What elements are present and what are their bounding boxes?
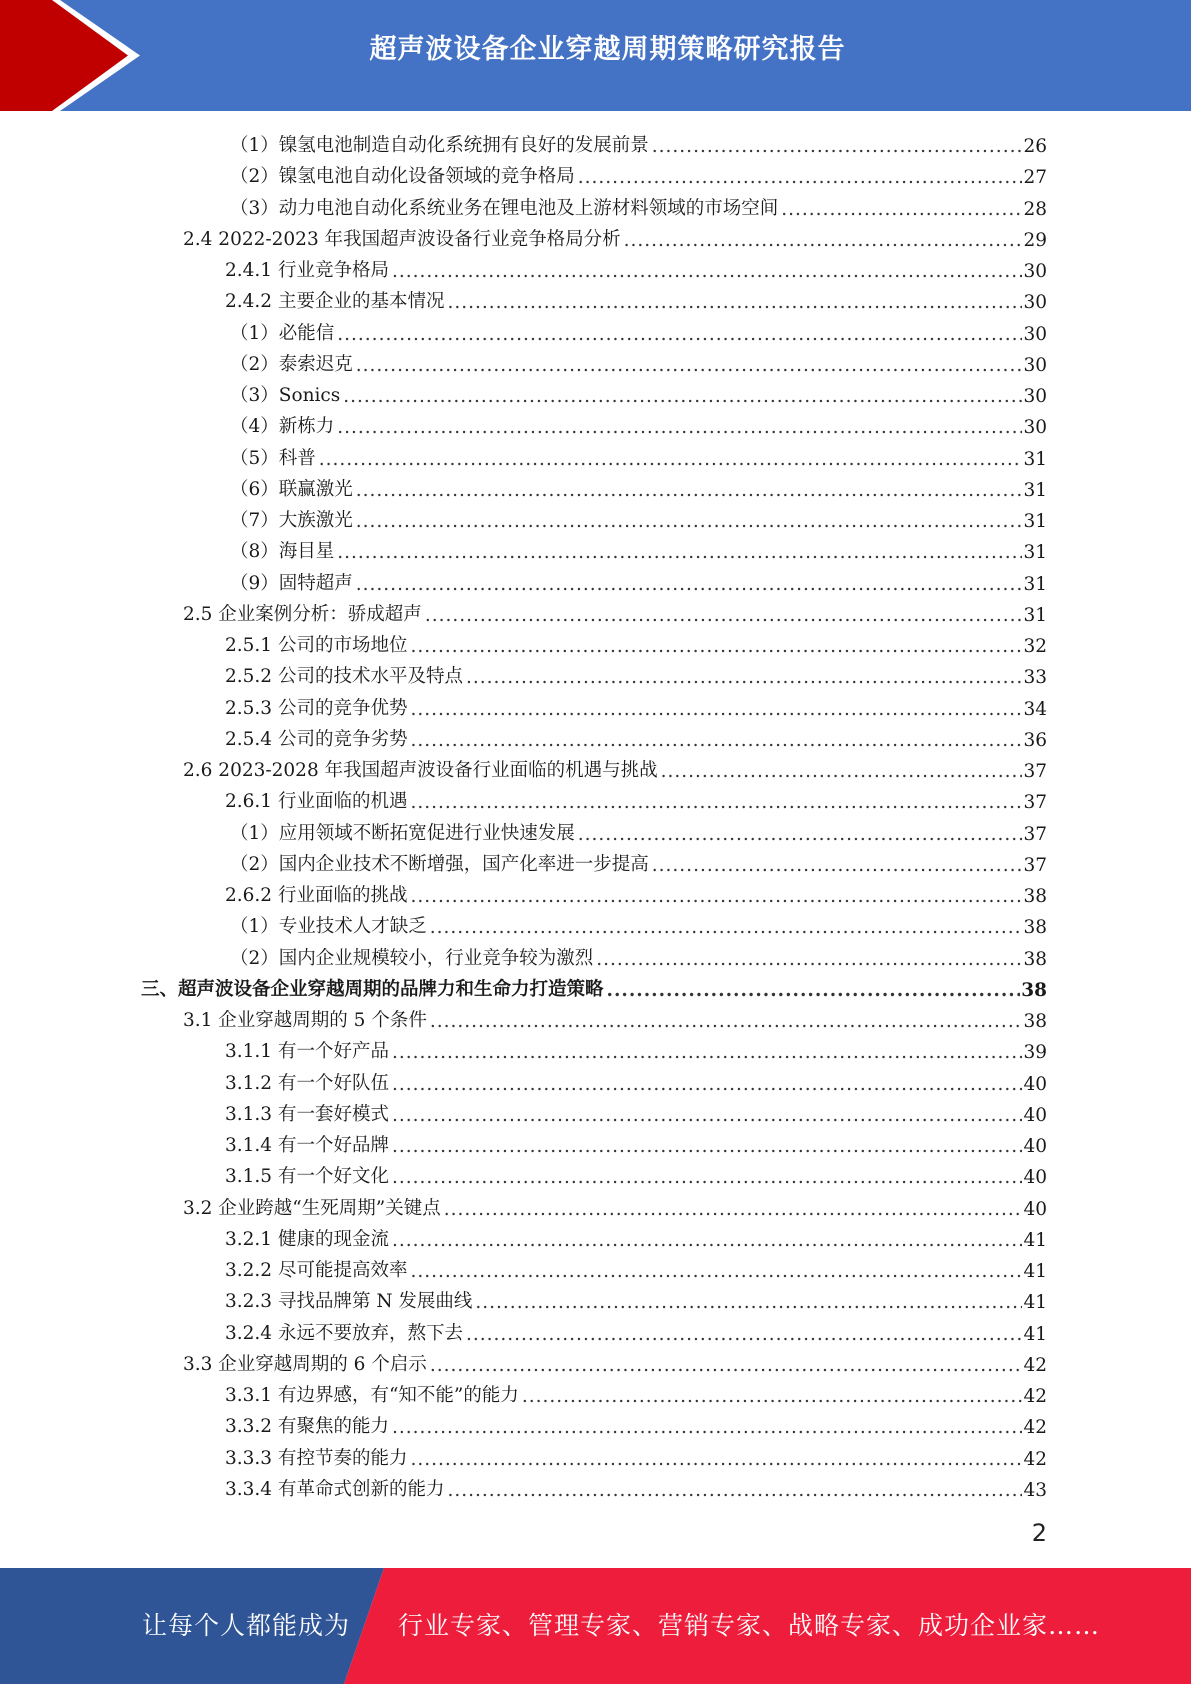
toc-leader-dots [444, 1199, 1023, 1220]
toc-entry-page: 30 [1023, 292, 1047, 314]
toc-entry-title: 3.2.4 永远不要放弃，熬下去 [225, 1322, 463, 1344]
toc-leader-dots [410, 886, 1022, 907]
report-title: 超声波设备企业穿越周期策略研究报告 [369, 34, 846, 65]
toc-entry-page: 43 [1023, 1479, 1047, 1501]
toc-entry[interactable] [183, 1001, 1047, 1032]
toc-entry-title: （3）Sonics [230, 385, 341, 406]
toc-entry-page: 40 [1023, 1167, 1047, 1189]
toc-entry-page: 38 [1023, 1011, 1047, 1032]
toc-entry-title: 3.1.5 有一个好文化 [225, 1166, 389, 1188]
toc-leader-dots [466, 667, 1022, 688]
toc-entry-page: 38 [1023, 917, 1047, 939]
toc-leader-dots [475, 1292, 1022, 1313]
toc-entry[interactable] [225, 251, 1047, 282]
toc-entry-page: 36 [1023, 729, 1047, 751]
toc-entry[interactable] [230, 314, 1047, 345]
toc-entry[interactable] [230, 907, 1047, 938]
toc-entry-page: 37 [1023, 823, 1047, 845]
toc-leader-dots [392, 1042, 1022, 1063]
toc-entry-page: 27 [1023, 167, 1047, 189]
toc-entry-title: 2.6 2023-2028 年我国超声波设备行业面临的机遇与挑战 [183, 760, 658, 781]
toc-entry-title: 2.6.1 行业面临的机遇 [225, 791, 408, 813]
toc-entry-page: 32 [1023, 636, 1047, 657]
toc-entry-title: 3.1.3 有一套好模式 [225, 1103, 389, 1125]
toc-entry-title: 3.1 企业穿越周期的 5 个条件 [183, 1010, 427, 1031]
toc-entry-page: 38 [1023, 948, 1047, 970]
toc-entry-page: 31 [1023, 448, 1047, 470]
toc-leader-dots [392, 1167, 1022, 1188]
toc-entry-page: 40 [1023, 1073, 1047, 1095]
toc-entry-title: （1）专业技术人才缺乏 [230, 916, 427, 938]
toc-leader-dots [410, 792, 1022, 813]
toc-entry-page: 29 [1023, 229, 1047, 251]
toc-leader-dots [781, 199, 1022, 220]
toc-entry[interactable] [225, 1095, 1047, 1126]
toc-leader-dots [430, 1011, 1023, 1032]
toc-entry-title: 3.1.1 有一个好产品 [225, 1041, 389, 1063]
toc-entry-title: （1）镍氢电池制造自动化系统拥有良好的发展前景 [230, 135, 649, 156]
toc-entry-title: （8）海目星 [230, 541, 335, 563]
toc-entry-title: （4）新栋力 [230, 416, 335, 438]
toc-entry[interactable] [225, 1032, 1047, 1063]
toc-entry[interactable] [183, 751, 1047, 782]
toc-entry[interactable] [225, 282, 1047, 313]
toc-entry-page: 42 [1023, 1448, 1047, 1470]
toc-entry-page: 31 [1023, 479, 1047, 501]
toc-entry-title: （2）镍氢电池自动化设备领域的竞争格局 [230, 166, 575, 188]
toc-entry[interactable] [230, 939, 1047, 970]
toc-entry-title: （2）国内企业规模较小，行业竞争较为激烈 [230, 947, 594, 969]
toc-entry-page: 30 [1023, 386, 1047, 407]
toc-entry-page: 28 [1023, 198, 1047, 220]
toc-entry[interactable] [225, 626, 1047, 657]
toc-entry-title: 3.2 企业跨越“生死周期”关键点 [183, 1197, 441, 1219]
toc-entry-title: （5）科普 [230, 447, 316, 469]
toc-entry-title: 3.3.4 有革命式创新的能力 [225, 1478, 445, 1500]
toc-entry[interactable] [225, 782, 1047, 813]
toc-entry[interactable] [225, 876, 1047, 907]
toc-leader-dots [356, 355, 1023, 376]
toc-entry-title: 2.5.2 公司的技术水平及特点 [225, 666, 463, 688]
toc-leader-dots [607, 980, 1021, 1001]
toc-leader-dots [392, 1417, 1022, 1438]
toc-entry-title: （2）泰索迟克 [230, 353, 353, 375]
toc-entry-title: （6）联赢激光 [230, 478, 353, 500]
toc-entry[interactable] [225, 1407, 1047, 1438]
toc-entry-page: 37 [1023, 761, 1047, 782]
toc-leader-dots [392, 1105, 1022, 1126]
toc-leader-dots [392, 261, 1022, 282]
toc-entry[interactable] [225, 1157, 1047, 1188]
toc-entry-page: 42 [1023, 1386, 1047, 1407]
toc-entry-page: 33 [1023, 667, 1047, 689]
toc-entry[interactable] [230, 345, 1047, 376]
toc-entry-page: 40 [1023, 1136, 1047, 1157]
toc-entry-title: （3）动力电池自动化系统业务在锂电池及上游材料领域的市场空间 [230, 197, 779, 219]
toc-leader-dots [337, 324, 1022, 345]
toc-entry[interactable] [225, 1470, 1047, 1501]
toc-entry-title: 3.3.1 有边界感，有“知不能”的能力 [225, 1385, 519, 1406]
toc-leader-dots [425, 605, 1023, 626]
toc-entry-title: 2.5 企业案例分析：骄成超声 [183, 603, 422, 625]
toc-entry-title: 3.2.3 寻找品牌第 N 发展曲线 [225, 1291, 473, 1313]
toc-entry[interactable] [230, 157, 1047, 188]
toc-leader-dots [447, 1480, 1022, 1501]
toc-entry[interactable] [230, 407, 1047, 438]
toc-entry[interactable] [225, 1282, 1047, 1313]
toc-entry[interactable] [183, 220, 1047, 251]
toc-leader-dots [319, 449, 1023, 470]
toc-entry[interactable] [225, 657, 1047, 688]
toc-entry-page: 31 [1023, 573, 1047, 595]
toc-entry-page: 30 [1023, 261, 1047, 282]
toc-entry-title: 3.1.2 有一个好队伍 [225, 1072, 389, 1094]
toc-entry[interactable] [225, 1439, 1047, 1470]
toc-entry-title: 2.5.1 公司的市场地位 [225, 635, 408, 656]
toc-entry-title: 3.3.2 有聚焦的能力 [225, 1416, 389, 1438]
toc-entry-title: （1）必能信 [230, 322, 335, 344]
toc-leader-dots [652, 855, 1023, 876]
toc-entry[interactable] [225, 1376, 1047, 1407]
toc-entry-page: 31 [1023, 542, 1047, 564]
toc-entry-page: 39 [1023, 1042, 1047, 1064]
toc-entry-page: 40 [1023, 1198, 1047, 1220]
toc-entry[interactable] [230, 470, 1047, 501]
toc-leader-dots [430, 1355, 1023, 1376]
toc-entry-page: 38 [1021, 979, 1047, 1001]
toc-leader-dots [624, 230, 1023, 251]
toc-leader-dots [392, 1074, 1022, 1095]
toc-entry[interactable] [225, 1314, 1047, 1345]
page-header [0, 0, 1191, 111]
toc-entry-page: 41 [1023, 1292, 1047, 1314]
toc-entry[interactable] [230, 845, 1047, 876]
toc-leader-dots [578, 824, 1023, 845]
toc-entry-title: 3.3.3 有控节奏的能力 [225, 1447, 408, 1469]
toc-entry-title: 2.6.2 行业面临的挑战 [225, 885, 408, 906]
toc-entry-title: 2.5.3 公司的竞争优势 [225, 697, 408, 719]
toc-leader-dots [410, 730, 1022, 751]
toc-leader-dots [661, 761, 1023, 782]
toc-leader-dots [430, 917, 1023, 938]
footer-slogan-right: 行业专家、管理专家、营销专家、战略专家、成功企业家…… [398, 1611, 1101, 1640]
toc-entry-page: 30 [1023, 354, 1047, 376]
toc-leader-dots [343, 386, 1022, 407]
toc-entry-title: 2.5.4 公司的竞争劣势 [225, 728, 408, 750]
toc-entry[interactable] [183, 595, 1047, 626]
footer-slogan-left: 让每个人都能成为 [142, 1611, 351, 1640]
toc-entry[interactable] [230, 126, 1047, 157]
toc-entry[interactable] [230, 376, 1047, 407]
toc-entry-page: 38 [1023, 886, 1047, 907]
toc-entry[interactable] [183, 1189, 1047, 1220]
toc-leader-dots [410, 1449, 1022, 1470]
toc-entry-title: 3.2.1 健康的现金流 [225, 1228, 389, 1250]
toc-entry-title: 2.4 2022-2023 年我国超声波设备行业竞争格局分析 [183, 228, 621, 250]
toc-leader-dots [447, 292, 1022, 313]
toc-entry[interactable] [183, 1345, 1047, 1376]
toc-leader-dots [392, 1136, 1022, 1157]
toc-leader-dots [652, 136, 1023, 157]
toc-entry-page: 42 [1023, 1417, 1047, 1439]
toc-entry-page: 41 [1023, 1229, 1047, 1251]
toc-leader-dots [410, 636, 1022, 657]
toc-entry-title: 2.4.2 主要企业的基本情况 [225, 291, 445, 313]
toc-entry[interactable] [230, 501, 1047, 532]
toc-entry[interactable] [230, 439, 1047, 470]
toc-entry[interactable] [225, 1251, 1047, 1282]
toc-leader-dots [356, 511, 1023, 532]
toc-entry-page: 37 [1023, 854, 1047, 876]
toc-entry-title: （7）大族激光 [230, 510, 353, 531]
toc-entry-title: 三、超声波设备企业穿越周期的品牌力和生命力打造策略 [141, 978, 604, 1000]
toc-entry-title: （9）固特超声 [230, 572, 353, 594]
toc-entry[interactable] [141, 970, 1047, 1001]
toc-entry-page: 40 [1023, 1104, 1047, 1126]
toc-entry-page: 30 [1023, 323, 1047, 345]
toc-entry[interactable] [230, 564, 1047, 595]
toc-leader-dots [578, 167, 1023, 188]
toc-entry-page: 30 [1023, 417, 1047, 439]
toc-entry-page: 31 [1023, 604, 1047, 626]
toc-entry-page: 31 [1023, 511, 1047, 532]
toc-entry-title: 2.4.1 行业竞争格局 [225, 260, 389, 281]
page-number: 2 [1031, 1519, 1047, 1547]
toc-entry-page: 42 [1023, 1354, 1047, 1376]
toc-entry-title: （1）应用领域不断拓宽促进行业快速发展 [230, 822, 575, 844]
toc-leader-dots [522, 1386, 1023, 1407]
toc-leader-dots [356, 574, 1023, 595]
toc-entry-page: 41 [1023, 1323, 1047, 1345]
toc-entry-page: 34 [1023, 698, 1047, 720]
page-footer [0, 1568, 1191, 1684]
toc-entry[interactable] [225, 1220, 1047, 1251]
toc-entry[interactable] [225, 720, 1047, 751]
toc-entry-title: 3.2.2 尽可能提高效率 [225, 1260, 408, 1281]
toc-leader-dots [356, 480, 1023, 501]
toc-leader-dots [596, 949, 1022, 970]
toc-entry[interactable] [225, 1064, 1047, 1095]
toc-entry-page: 26 [1023, 136, 1047, 157]
toc-entry[interactable] [230, 532, 1047, 563]
toc-leader-dots [410, 1261, 1022, 1282]
toc-leader-dots [466, 1324, 1022, 1345]
toc-leader-dots [392, 1230, 1022, 1251]
toc-entry[interactable] [230, 189, 1047, 220]
toc-entry-title: 3.1.4 有一个好品牌 [225, 1135, 389, 1156]
toc-leader-dots [337, 542, 1022, 563]
toc-leader-dots [410, 699, 1022, 720]
toc-entry-page: 37 [1023, 792, 1047, 814]
toc-entry[interactable] [225, 689, 1047, 720]
toc-leader-dots [337, 417, 1022, 438]
toc-entry[interactable] [225, 1126, 1047, 1157]
toc-entry[interactable] [230, 814, 1047, 845]
toc-entry-title: （2）国内企业技术不断增强，国产化率进一步提高 [230, 853, 649, 875]
toc-entry-title: 3.3 企业穿越周期的 6 个启示 [183, 1353, 427, 1375]
toc-entry-page: 41 [1023, 1261, 1047, 1282]
